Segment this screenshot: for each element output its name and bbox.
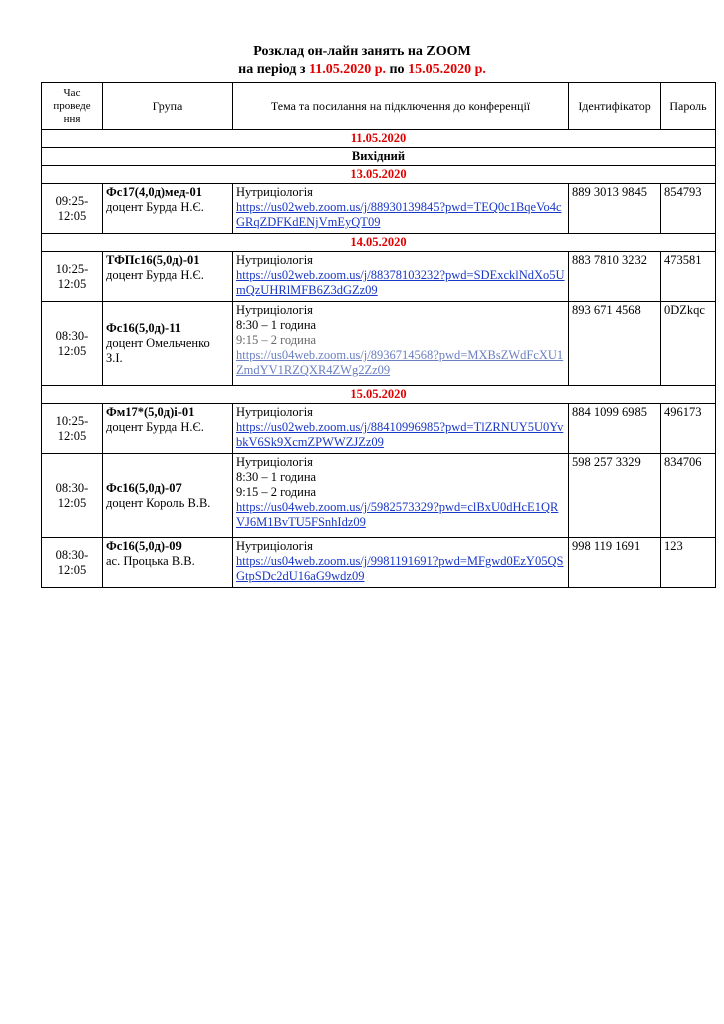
topic-cell bbox=[233, 454, 569, 538]
password-cell: 496173 bbox=[661, 404, 716, 454]
time-cell bbox=[42, 454, 103, 538]
topic-name: Нутриціологія bbox=[236, 303, 313, 317]
group-name: Фм17*(5,0д)і-01 bbox=[106, 405, 195, 419]
time-cell bbox=[42, 184, 103, 234]
col-header-time: Час проведе ння bbox=[42, 83, 103, 130]
time-end: 12:05 bbox=[57, 276, 87, 291]
time-cell bbox=[42, 404, 103, 454]
group-name: Фс17(4,0д)мед-01 bbox=[106, 185, 202, 199]
period-middle: по bbox=[385, 62, 409, 77]
time-end: 12:05 bbox=[57, 562, 87, 577]
time-end: 12:05 bbox=[57, 343, 87, 358]
password-cell: 0DZkqc bbox=[661, 302, 716, 386]
holiday-row bbox=[42, 148, 716, 166]
date-label: 11.05.2020 bbox=[42, 130, 716, 148]
col-header-id: Ідентифікатор bbox=[569, 83, 661, 130]
time-start: 08:30- bbox=[55, 328, 89, 343]
date-row bbox=[42, 234, 716, 252]
time-end: 12:05 bbox=[57, 208, 87, 223]
group-cell bbox=[103, 404, 233, 454]
period-prefix: на період з bbox=[238, 62, 309, 77]
topic-name: Нутриціологія bbox=[236, 185, 313, 199]
col-header-group: Група bbox=[103, 83, 233, 130]
group-name: ТФПс16(5,0д)-01 bbox=[106, 253, 200, 267]
period-subtitle bbox=[40, 62, 684, 78]
time-start: 08:30- bbox=[55, 480, 89, 495]
col-header-password: Пароль bbox=[661, 83, 716, 130]
time-end: 12:05 bbox=[57, 495, 87, 510]
lesson-hour-1: 8:30 – 1 година bbox=[236, 318, 317, 332]
group-name: Фс16(5,0д)-11 bbox=[106, 321, 182, 335]
table-row bbox=[42, 538, 716, 588]
topic-name: Нутриціологія bbox=[236, 253, 313, 267]
lesson-hour-2: 9:15 – 2 година bbox=[236, 485, 317, 499]
topic-cell bbox=[233, 184, 569, 234]
time-start: 08:30- bbox=[55, 547, 89, 562]
date-label: 15.05.2020 bbox=[42, 386, 716, 404]
table-row bbox=[42, 184, 716, 234]
time-cell bbox=[42, 302, 103, 386]
topic-cell bbox=[233, 302, 569, 386]
id-cell: 893 671 4568 bbox=[569, 302, 661, 386]
col-header-topic: Тема та посилання на підключення до конференції bbox=[233, 83, 569, 130]
topic-name: Нутриціологія bbox=[236, 539, 313, 553]
page-title: Розклад он-лайн занять на ZOOM bbox=[253, 44, 471, 59]
table-row bbox=[42, 252, 716, 302]
teacher-name: доцент Бурда Н.Є. bbox=[106, 268, 204, 282]
topic-cell bbox=[233, 538, 569, 588]
group-cell bbox=[103, 252, 233, 302]
date-label: 14.05.2020 bbox=[42, 234, 716, 252]
table-row bbox=[42, 302, 716, 386]
id-cell: 598 257 3329 bbox=[569, 454, 661, 538]
table-row bbox=[42, 454, 716, 538]
zoom-link[interactable]: https://us02web.zoom.us/j/88930139845?pwd=TEQ0c1BqeVo4cGRqZDFKdENjVmEyQT09 bbox=[236, 200, 562, 229]
group-cell bbox=[103, 184, 233, 234]
lesson-hour-2: 9:15 – 2 година bbox=[236, 333, 317, 347]
teacher-name: доцент Омельченко З.І. bbox=[106, 336, 210, 365]
zoom-link[interactable]: https://us04web.zoom.us/j/8936714568?pwd=MXBsZWdFcXU1ZmdYV1RZQXR4ZWg2Zz09 bbox=[236, 348, 564, 377]
table-header-row bbox=[42, 83, 716, 130]
group-cell bbox=[103, 302, 233, 386]
password-cell: 854793 bbox=[661, 184, 716, 234]
holiday-label: Вихідний bbox=[42, 148, 716, 166]
zoom-link[interactable]: https://us02web.zoom.us/j/88378103232?pwd=SDExcklNdXo5UmQzUHRlMFB6Z3dGZz09 bbox=[236, 268, 565, 297]
teacher-name: доцент Король В.В. bbox=[106, 495, 211, 510]
date-row bbox=[42, 386, 716, 404]
id-cell: 883 7810 3232 bbox=[569, 252, 661, 302]
topic-cell bbox=[233, 252, 569, 302]
password-cell: 123 bbox=[661, 538, 716, 588]
password-cell: 834706 bbox=[661, 454, 716, 538]
time-cell bbox=[42, 252, 103, 302]
period-date-from: 11.05.2020 р. bbox=[308, 62, 386, 77]
topic-name: Нутриціологія bbox=[236, 405, 313, 419]
password-cell: 473581 bbox=[661, 252, 716, 302]
date-label: 13.05.2020 bbox=[42, 166, 716, 184]
schedule-table bbox=[41, 82, 716, 588]
teacher-name: ас. Процька В.В. bbox=[106, 554, 195, 568]
time-cell bbox=[42, 538, 103, 588]
topic-name: Нутриціологія bbox=[236, 455, 313, 469]
lesson-hour-1: 8:30 – 1 година bbox=[236, 470, 317, 484]
time-start: 10:25- bbox=[55, 413, 89, 428]
zoom-link[interactable]: https://us04web.zoom.us/j/5982573329?pwd=clBxU0dHcE1QRVJ6M1BvTU5FSnhIdz09 bbox=[236, 500, 559, 529]
period-date-to: 15.05.2020 р. bbox=[408, 62, 486, 77]
id-cell: 889 3013 9845 bbox=[569, 184, 661, 234]
table-row bbox=[42, 404, 716, 454]
zoom-link[interactable]: https://us04web.zoom.us/j/9981191691?pwd=MFgwd0EzY05QSGtpSDc2dU16aG9wdz09 bbox=[236, 554, 564, 583]
id-cell: 884 1099 6985 bbox=[569, 404, 661, 454]
date-row bbox=[42, 130, 716, 148]
time-start: 10:25- bbox=[55, 261, 89, 276]
teacher-name: доцент Бурда Н.Є. bbox=[106, 420, 204, 434]
zoom-link[interactable]: https://us02web.zoom.us/j/88410996985?pwd=TlZRNUY5U0YvbkV6Sk9XcmZPWWZJZz09 bbox=[236, 420, 564, 449]
group-cell bbox=[103, 538, 233, 588]
group-cell bbox=[103, 454, 233, 538]
time-start: 09:25- bbox=[55, 193, 89, 208]
id-cell: 998 119 1691 bbox=[569, 538, 661, 588]
time-end: 12:05 bbox=[57, 428, 87, 443]
teacher-name: доцент Бурда Н.Є. bbox=[106, 200, 204, 214]
group-name: Фс16(5,0д)-09 bbox=[106, 539, 182, 553]
topic-cell bbox=[233, 404, 569, 454]
date-row bbox=[42, 166, 716, 184]
group-name: Фс16(5,0д)-07 bbox=[106, 480, 182, 495]
